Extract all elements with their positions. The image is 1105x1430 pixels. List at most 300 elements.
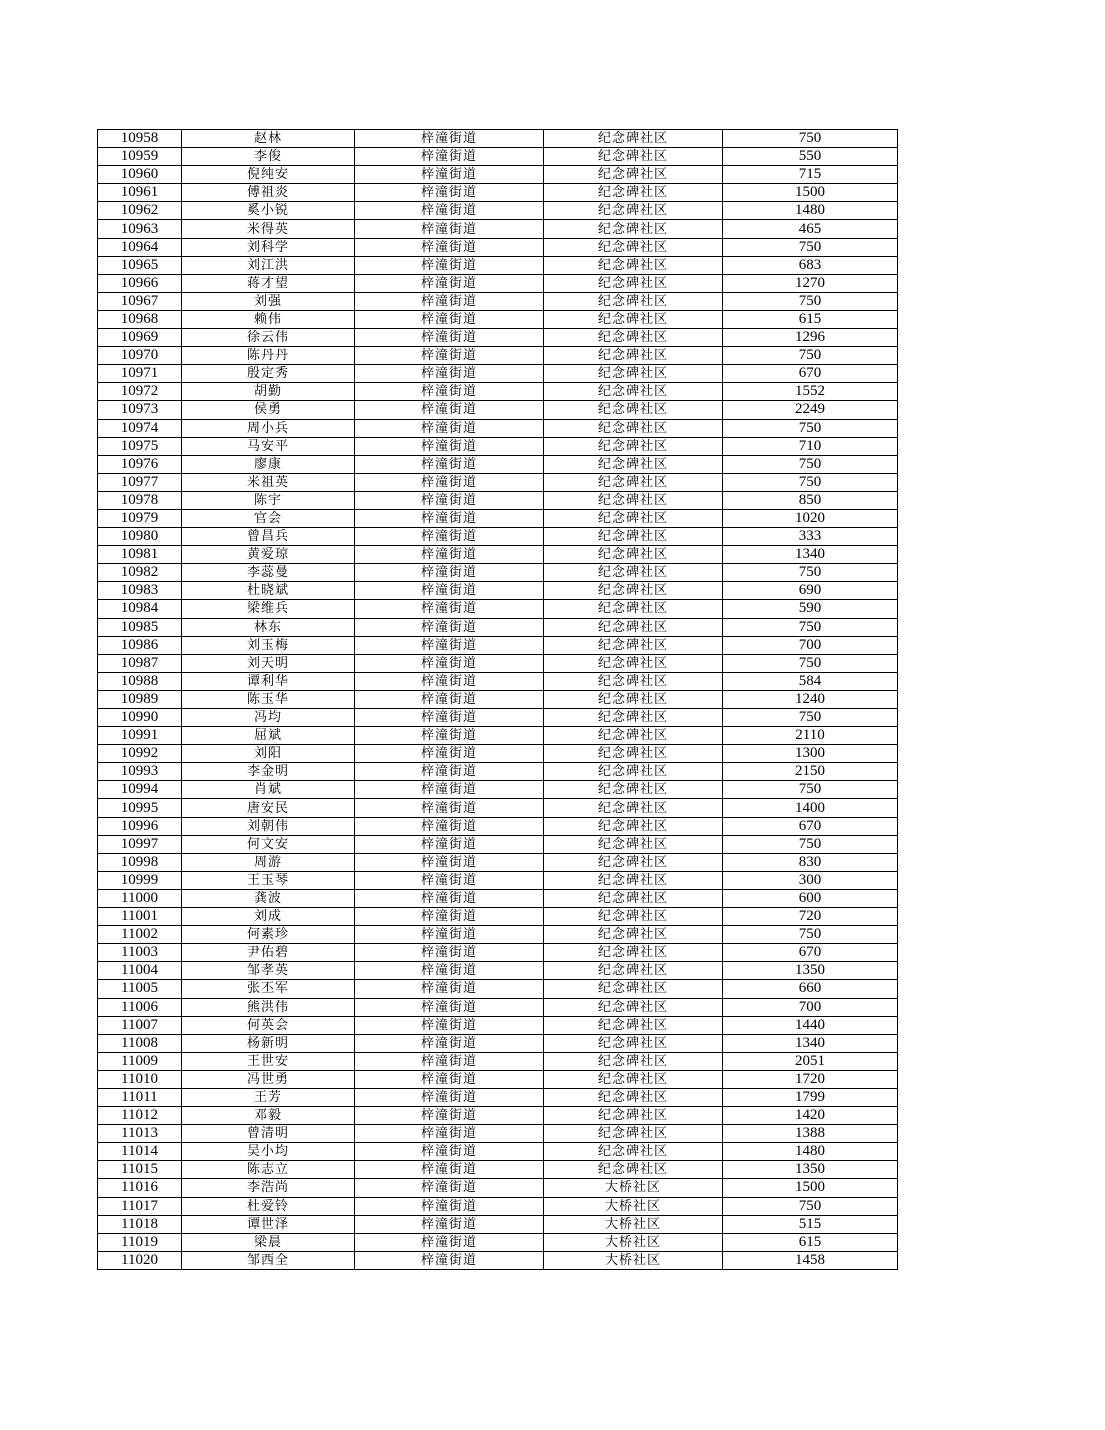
community-cell: 纪念碑社区: [544, 690, 723, 708]
name-cell: 谭世泽: [182, 1215, 355, 1233]
street-cell: 梓潼街道: [355, 292, 544, 310]
community-cell: 纪念碑社区: [544, 473, 723, 491]
community-cell: 纪念碑社区: [544, 727, 723, 745]
table-row: [98, 600, 898, 618]
amount-cell: 750: [723, 292, 898, 310]
street-cell: 梓潼街道: [355, 1215, 544, 1233]
name-cell: 梁维兵: [182, 600, 355, 618]
table-row: [98, 690, 898, 708]
table-row: [98, 564, 898, 582]
name-cell: 米祖英: [182, 473, 355, 491]
street-cell: 梓潼街道: [355, 365, 544, 383]
amount-cell: 1500: [723, 184, 898, 202]
amount-cell: 2051: [723, 1052, 898, 1070]
street-cell: 梓潼街道: [355, 763, 544, 781]
amount-cell: 600: [723, 889, 898, 907]
amount-cell: 1020: [723, 509, 898, 527]
id-cell: 10967: [98, 292, 182, 310]
community-cell: 纪念碑社区: [544, 763, 723, 781]
id-cell: 10963: [98, 220, 182, 238]
street-cell: 梓潼街道: [355, 654, 544, 672]
name-cell: 肖斌: [182, 781, 355, 799]
name-cell: 赵林: [182, 130, 355, 148]
street-cell: 梓潼街道: [355, 329, 544, 347]
community-cell: 纪念碑社区: [544, 329, 723, 347]
amount-cell: 333: [723, 528, 898, 546]
street-cell: 梓潼街道: [355, 1088, 544, 1106]
name-cell: 殷定秀: [182, 365, 355, 383]
amount-cell: 1296: [723, 329, 898, 347]
amount-cell: 720: [723, 908, 898, 926]
table-row: [98, 274, 898, 292]
table-row: [98, 509, 898, 527]
table-row: [98, 1016, 898, 1034]
table-row: [98, 1251, 898, 1269]
community-cell: 大桥社区: [544, 1215, 723, 1233]
community-cell: 纪念碑社区: [544, 835, 723, 853]
amount-cell: 1552: [723, 383, 898, 401]
community-cell: 纪念碑社区: [544, 654, 723, 672]
name-cell: 龚波: [182, 889, 355, 907]
id-cell: 10977: [98, 473, 182, 491]
amount-cell: 670: [723, 944, 898, 962]
id-cell: 10974: [98, 419, 182, 437]
table-row: [98, 908, 898, 926]
id-cell: 10986: [98, 636, 182, 654]
amount-cell: 590: [723, 600, 898, 618]
id-cell: 10973: [98, 401, 182, 419]
street-cell: 梓潼街道: [355, 582, 544, 600]
table-row: [98, 672, 898, 690]
table-row: [98, 582, 898, 600]
id-cell: 10976: [98, 455, 182, 473]
amount-cell: 750: [723, 654, 898, 672]
id-cell: 10975: [98, 437, 182, 455]
table-row: [98, 220, 898, 238]
name-cell: 何文安: [182, 835, 355, 853]
street-cell: 梓潼街道: [355, 853, 544, 871]
name-cell: 冯世勇: [182, 1070, 355, 1088]
name-cell: 尹佑碧: [182, 944, 355, 962]
table-row: [98, 1070, 898, 1088]
community-cell: 纪念碑社区: [544, 582, 723, 600]
id-cell: 10968: [98, 310, 182, 328]
amount-cell: 1720: [723, 1070, 898, 1088]
community-cell: 纪念碑社区: [544, 238, 723, 256]
amount-cell: 700: [723, 998, 898, 1016]
id-cell: 11010: [98, 1070, 182, 1088]
name-cell: 曾昌兵: [182, 528, 355, 546]
community-cell: 纪念碑社区: [544, 455, 723, 473]
community-cell: 纪念碑社区: [544, 636, 723, 654]
street-cell: 梓潼街道: [355, 1251, 544, 1269]
table-row: [98, 745, 898, 763]
id-cell: 10980: [98, 528, 182, 546]
id-cell: 10972: [98, 383, 182, 401]
table-row: [98, 401, 898, 419]
table-row: [98, 546, 898, 564]
community-cell: 纪念碑社区: [544, 1070, 723, 1088]
name-cell: 傅祖炎: [182, 184, 355, 202]
street-cell: 梓潼街道: [355, 528, 544, 546]
community-cell: 纪念碑社区: [544, 1052, 723, 1070]
amount-cell: 1350: [723, 962, 898, 980]
id-cell: 11004: [98, 962, 182, 980]
community-cell: 纪念碑社区: [544, 853, 723, 871]
id-cell: 10969: [98, 329, 182, 347]
amount-cell: 710: [723, 437, 898, 455]
name-cell: 曾清明: [182, 1125, 355, 1143]
street-cell: 梓潼街道: [355, 383, 544, 401]
community-cell: 纪念碑社区: [544, 781, 723, 799]
street-cell: 梓潼街道: [355, 835, 544, 853]
amount-cell: 750: [723, 130, 898, 148]
id-cell: 11009: [98, 1052, 182, 1070]
name-cell: 刘科学: [182, 238, 355, 256]
community-cell: 纪念碑社区: [544, 365, 723, 383]
community-cell: 纪念碑社区: [544, 871, 723, 889]
amount-cell: 1799: [723, 1088, 898, 1106]
street-cell: 梓潼街道: [355, 274, 544, 292]
name-cell: 赖伟: [182, 310, 355, 328]
amount-cell: 615: [723, 310, 898, 328]
street-cell: 梓潼街道: [355, 1052, 544, 1070]
community-cell: 纪念碑社区: [544, 600, 723, 618]
street-cell: 梓潼街道: [355, 745, 544, 763]
id-cell: 10992: [98, 745, 182, 763]
id-cell: 11020: [98, 1251, 182, 1269]
table-row: [98, 1179, 898, 1197]
amount-cell: 670: [723, 817, 898, 835]
name-cell: 胡勤: [182, 383, 355, 401]
name-cell: 刘阳: [182, 745, 355, 763]
amount-cell: 1480: [723, 1143, 898, 1161]
table-row: [98, 1125, 898, 1143]
name-cell: 王芳: [182, 1088, 355, 1106]
amount-cell: 2150: [723, 763, 898, 781]
street-cell: 梓潼街道: [355, 256, 544, 274]
id-cell: 11007: [98, 1016, 182, 1034]
amount-cell: 750: [723, 564, 898, 582]
community-cell: 纪念碑社区: [544, 1088, 723, 1106]
community-cell: 纪念碑社区: [544, 709, 723, 727]
amount-cell: 1340: [723, 1034, 898, 1052]
table-row: [98, 1052, 898, 1070]
community-cell: 纪念碑社区: [544, 926, 723, 944]
amount-cell: 750: [723, 835, 898, 853]
table-row: [98, 184, 898, 202]
amount-cell: 1500: [723, 1179, 898, 1197]
street-cell: 梓潼街道: [355, 491, 544, 509]
name-cell: 刘玉梅: [182, 636, 355, 654]
street-cell: 梓潼街道: [355, 401, 544, 419]
table-row: [98, 1143, 898, 1161]
table-row: [98, 473, 898, 491]
amount-cell: 2249: [723, 401, 898, 419]
community-cell: 纪念碑社区: [544, 546, 723, 564]
table-row: [98, 238, 898, 256]
community-cell: 纪念碑社区: [544, 130, 723, 148]
community-cell: 纪念碑社区: [544, 220, 723, 238]
id-cell: 11018: [98, 1215, 182, 1233]
table-row: [98, 817, 898, 835]
id-cell: 10979: [98, 509, 182, 527]
name-cell: 陈丹丹: [182, 347, 355, 365]
amount-cell: 750: [723, 473, 898, 491]
id-cell: 11014: [98, 1143, 182, 1161]
name-cell: 奚小锐: [182, 202, 355, 220]
amount-cell: 750: [723, 709, 898, 727]
name-cell: 刘成: [182, 908, 355, 926]
name-cell: 邹孝英: [182, 962, 355, 980]
amount-cell: 1240: [723, 690, 898, 708]
street-cell: 梓潼街道: [355, 1179, 544, 1197]
street-cell: 梓潼街道: [355, 926, 544, 944]
id-cell: 10985: [98, 618, 182, 636]
street-cell: 梓潼街道: [355, 1197, 544, 1215]
amount-cell: 1480: [723, 202, 898, 220]
community-cell: 纪念碑社区: [544, 1016, 723, 1034]
id-cell: 11016: [98, 1179, 182, 1197]
community-cell: 大桥社区: [544, 1251, 723, 1269]
table-row: [98, 383, 898, 401]
name-cell: 何英会: [182, 1016, 355, 1034]
id-cell: 10993: [98, 763, 182, 781]
community-cell: 纪念碑社区: [544, 672, 723, 690]
street-cell: 梓潼街道: [355, 1143, 544, 1161]
amount-cell: 2110: [723, 727, 898, 745]
data-table: [97, 129, 898, 1270]
name-cell: 杜晓斌: [182, 582, 355, 600]
community-cell: 纪念碑社区: [544, 1125, 723, 1143]
name-cell: 廖康: [182, 455, 355, 473]
community-cell: 大桥社区: [544, 1233, 723, 1251]
id-cell: 11000: [98, 889, 182, 907]
amount-cell: 690: [723, 582, 898, 600]
id-cell: 10987: [98, 654, 182, 672]
street-cell: 梓潼街道: [355, 889, 544, 907]
table-row: [98, 654, 898, 672]
street-cell: 梓潼街道: [355, 166, 544, 184]
id-cell: 10991: [98, 727, 182, 745]
street-cell: 梓潼街道: [355, 781, 544, 799]
name-cell: 林东: [182, 618, 355, 636]
name-cell: 唐安民: [182, 799, 355, 817]
table-row: [98, 310, 898, 328]
community-cell: 纪念碑社区: [544, 419, 723, 437]
name-cell: 杨新明: [182, 1034, 355, 1052]
name-cell: 马安平: [182, 437, 355, 455]
name-cell: 李浩尚: [182, 1179, 355, 1197]
community-cell: 纪念碑社区: [544, 437, 723, 455]
community-cell: 纪念碑社区: [544, 1107, 723, 1125]
community-cell: 大桥社区: [544, 1179, 723, 1197]
id-cell: 10961: [98, 184, 182, 202]
table-row: [98, 365, 898, 383]
community-cell: 纪念碑社区: [544, 491, 723, 509]
name-cell: 邹西全: [182, 1251, 355, 1269]
community-cell: 纪念碑社区: [544, 618, 723, 636]
id-cell: 10988: [98, 672, 182, 690]
community-cell: 纪念碑社区: [544, 817, 723, 835]
id-cell: 10989: [98, 690, 182, 708]
community-cell: 纪念碑社区: [544, 347, 723, 365]
amount-cell: 1340: [723, 546, 898, 564]
community-cell: 纪念碑社区: [544, 962, 723, 980]
community-cell: 纪念碑社区: [544, 256, 723, 274]
community-cell: 纪念碑社区: [544, 745, 723, 763]
name-cell: 梁晨: [182, 1233, 355, 1251]
table-row: [98, 1034, 898, 1052]
amount-cell: 584: [723, 672, 898, 690]
table-row: [98, 202, 898, 220]
name-cell: 谭利华: [182, 672, 355, 690]
community-cell: 纪念碑社区: [544, 509, 723, 527]
street-cell: 梓潼街道: [355, 184, 544, 202]
community-cell: 纪念碑社区: [544, 564, 723, 582]
street-cell: 梓潼街道: [355, 130, 544, 148]
id-cell: 10959: [98, 148, 182, 166]
street-cell: 梓潼街道: [355, 473, 544, 491]
amount-cell: 1388: [723, 1125, 898, 1143]
street-cell: 梓潼街道: [355, 618, 544, 636]
table-row: [98, 727, 898, 745]
amount-cell: 750: [723, 926, 898, 944]
table-row: [98, 781, 898, 799]
table-row: [98, 292, 898, 310]
street-cell: 梓潼街道: [355, 437, 544, 455]
table-row: [98, 1088, 898, 1106]
name-cell: 徐云伟: [182, 329, 355, 347]
street-cell: 梓潼街道: [355, 564, 544, 582]
street-cell: 梓潼街道: [355, 220, 544, 238]
table-row: [98, 998, 898, 1016]
table-row: [98, 853, 898, 871]
table-row: [98, 799, 898, 817]
street-cell: 梓潼街道: [355, 636, 544, 654]
community-cell: 纪念碑社区: [544, 1034, 723, 1052]
street-cell: 梓潼街道: [355, 908, 544, 926]
street-cell: 梓潼街道: [355, 690, 544, 708]
street-cell: 梓潼街道: [355, 1125, 544, 1143]
amount-cell: 750: [723, 781, 898, 799]
table-row: [98, 256, 898, 274]
amount-cell: 1400: [723, 799, 898, 817]
amount-cell: 660: [723, 980, 898, 998]
name-cell: 侯勇: [182, 401, 355, 419]
street-cell: 梓潼街道: [355, 672, 544, 690]
id-cell: 10981: [98, 546, 182, 564]
table-row: [98, 763, 898, 781]
community-cell: 纪念碑社区: [544, 528, 723, 546]
table-row: [98, 944, 898, 962]
name-cell: 黄爱琼: [182, 546, 355, 564]
name-cell: 刘强: [182, 292, 355, 310]
amount-cell: 750: [723, 618, 898, 636]
amount-cell: 1300: [723, 745, 898, 763]
table-row: [98, 1161, 898, 1179]
id-cell: 10982: [98, 564, 182, 582]
amount-cell: 1440: [723, 1016, 898, 1034]
street-cell: 梓潼街道: [355, 980, 544, 998]
street-cell: 梓潼街道: [355, 727, 544, 745]
amount-cell: 715: [723, 166, 898, 184]
amount-cell: 750: [723, 1197, 898, 1215]
street-cell: 梓潼街道: [355, 238, 544, 256]
name-cell: 李蕊曼: [182, 564, 355, 582]
name-cell: 蒋才望: [182, 274, 355, 292]
id-cell: 10966: [98, 274, 182, 292]
amount-cell: 300: [723, 871, 898, 889]
street-cell: 梓潼街道: [355, 1034, 544, 1052]
community-cell: 纪念碑社区: [544, 184, 723, 202]
community-cell: 纪念碑社区: [544, 980, 723, 998]
id-cell: 11011: [98, 1088, 182, 1106]
name-cell: 周游: [182, 853, 355, 871]
name-cell: 冯均: [182, 709, 355, 727]
name-cell: 倪纯安: [182, 166, 355, 184]
street-cell: 梓潼街道: [355, 709, 544, 727]
amount-cell: 670: [723, 365, 898, 383]
id-cell: 10994: [98, 781, 182, 799]
community-cell: 纪念碑社区: [544, 1143, 723, 1161]
name-cell: 刘江洪: [182, 256, 355, 274]
table-row: [98, 491, 898, 509]
amount-cell: 465: [723, 220, 898, 238]
street-cell: 梓潼街道: [355, 998, 544, 1016]
amount-cell: 1458: [723, 1251, 898, 1269]
amount-cell: 515: [723, 1215, 898, 1233]
amount-cell: 830: [723, 853, 898, 871]
street-cell: 梓潼街道: [355, 455, 544, 473]
community-cell: 纪念碑社区: [544, 1161, 723, 1179]
id-cell: 10960: [98, 166, 182, 184]
table-row: [98, 1107, 898, 1125]
table-row: [98, 455, 898, 473]
community-cell: 纪念碑社区: [544, 148, 723, 166]
community-cell: 纪念碑社区: [544, 202, 723, 220]
table-row: [98, 926, 898, 944]
table-row: [98, 1197, 898, 1215]
id-cell: 10962: [98, 202, 182, 220]
id-cell: 10990: [98, 709, 182, 727]
name-cell: 杜爱铃: [182, 1197, 355, 1215]
street-cell: 梓潼街道: [355, 962, 544, 980]
id-cell: 10997: [98, 835, 182, 853]
amount-cell: 850: [723, 491, 898, 509]
street-cell: 梓潼街道: [355, 509, 544, 527]
name-cell: 周小兵: [182, 419, 355, 437]
name-cell: 王世安: [182, 1052, 355, 1070]
name-cell: 李俊: [182, 148, 355, 166]
amount-cell: 700: [723, 636, 898, 654]
street-cell: 梓潼街道: [355, 202, 544, 220]
amount-cell: 550: [723, 148, 898, 166]
name-cell: 吴小均: [182, 1143, 355, 1161]
table-body: [98, 130, 898, 1270]
id-cell: 11003: [98, 944, 182, 962]
street-cell: 梓潼街道: [355, 944, 544, 962]
name-cell: 邓毅: [182, 1107, 355, 1125]
table-row: [98, 437, 898, 455]
community-cell: 纪念碑社区: [544, 383, 723, 401]
id-cell: 10995: [98, 799, 182, 817]
id-cell: 10978: [98, 491, 182, 509]
id-cell: 11012: [98, 1107, 182, 1125]
street-cell: 梓潼街道: [355, 1070, 544, 1088]
street-cell: 梓潼街道: [355, 419, 544, 437]
street-cell: 梓潼街道: [355, 546, 544, 564]
